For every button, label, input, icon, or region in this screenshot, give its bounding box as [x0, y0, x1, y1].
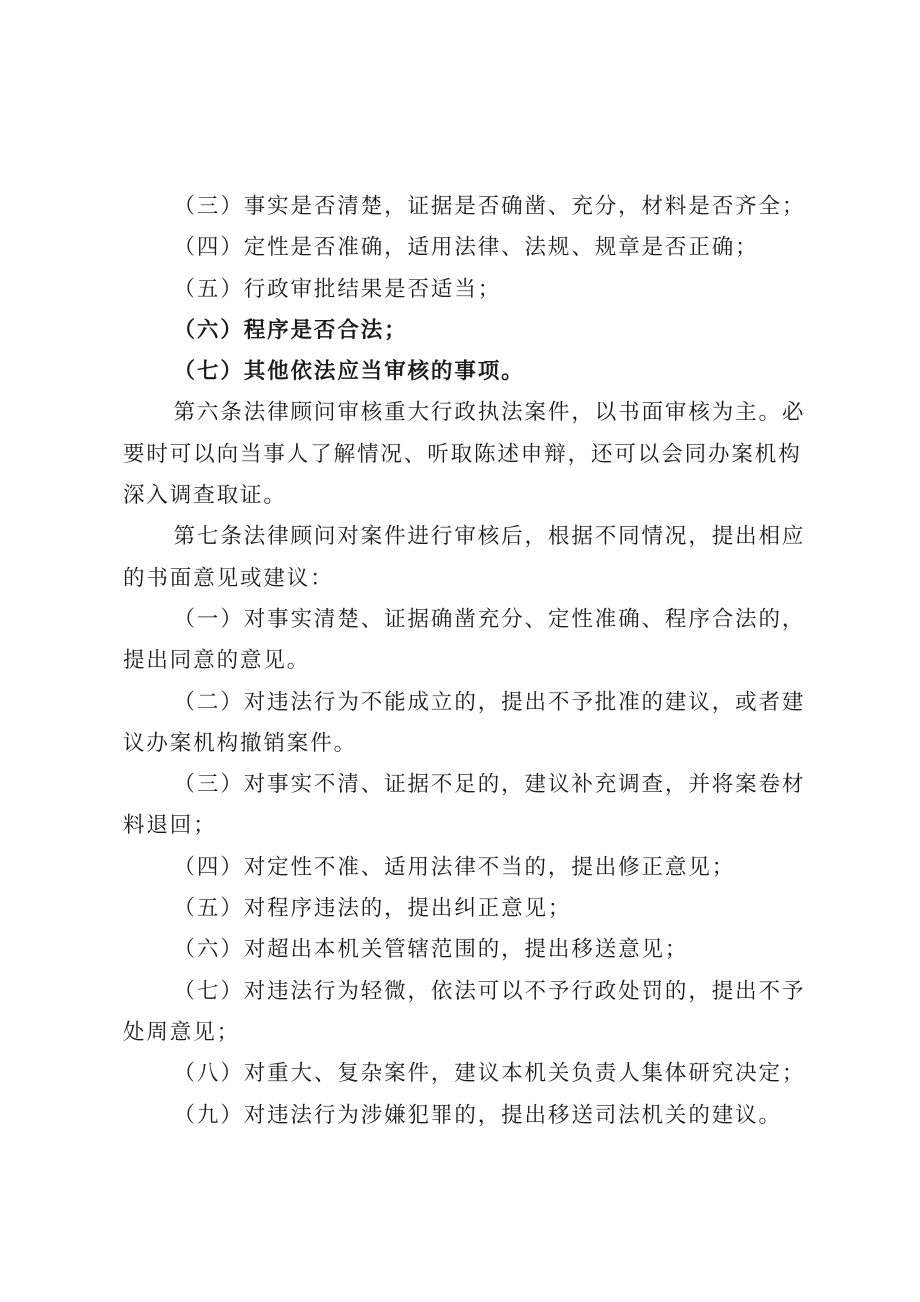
- paragraph-opinion-item-3: （三）对事实不清、证据不足的，建议补充调查，并将案卷材料退回；: [123, 772, 806, 839]
- paragraph-opinion-item-5: （五）对程序违法的，提出纠正意见；: [173, 896, 572, 922]
- paragraph-opinion-item-1: （一）对事实清楚、证据确凿充分、定性准确、程序合法的，提出同意的意见。: [123, 606, 806, 674]
- paragraph-opinion-item-7: （七）对违法行为轻微，依法可以不予行政处罚的，提出不予处周意见；: [123, 978, 806, 1045]
- paragraph-opinion-item-4: （四）对定性不准、适用法律不当的，提出修正意见；: [173, 854, 736, 880]
- paragraph-review-item-3: （三）事实是否清楚，证据是否确凿、充分，材料是否齐全；: [173, 194, 806, 219]
- paragraph-article-6: 第六条法律顾问审核重大行政执法案件，以书面审核为主。必要时可以向当事人了解情况、听取陈述申辩，还可以会同办案机构深入调查取证。: [123, 400, 806, 509]
- paragraph-opinion-item-2: （二）对违法行为不能成立的，提出不予批准的建议，或者建议办案机构撤销案件。: [123, 689, 806, 756]
- paragraph-review-item-6: （六）程序是否合法；: [173, 317, 408, 343]
- paragraph-review-item-7: （七）其他依法应当审核的事项。: [173, 359, 525, 385]
- document-body: [123, 186, 809, 1136]
- paragraph-opinion-item-8: （八）对重大、复杂案件，建议本机关负责人集体研究决定；: [173, 1061, 806, 1087]
- paragraph-article-7: 第七条法律顾问对案件进行审核后，根据不同情况，提出相应的书面意见或建议：: [123, 524, 806, 591]
- paragraph-review-item-5: （五）行政审批结果是否适当；: [173, 276, 502, 302]
- paragraph-opinion-item-6: （六）对超出本机关管辖范围的，提出移送意见；: [173, 937, 689, 963]
- paragraph-review-item-4: （四）定性是否准确，适用法律、法规、规章是否正确；: [173, 235, 759, 261]
- paragraph-opinion-item-9: （九）对违法行为涉嫌犯罪的，提出移送司法机关的建议。: [173, 1102, 782, 1128]
